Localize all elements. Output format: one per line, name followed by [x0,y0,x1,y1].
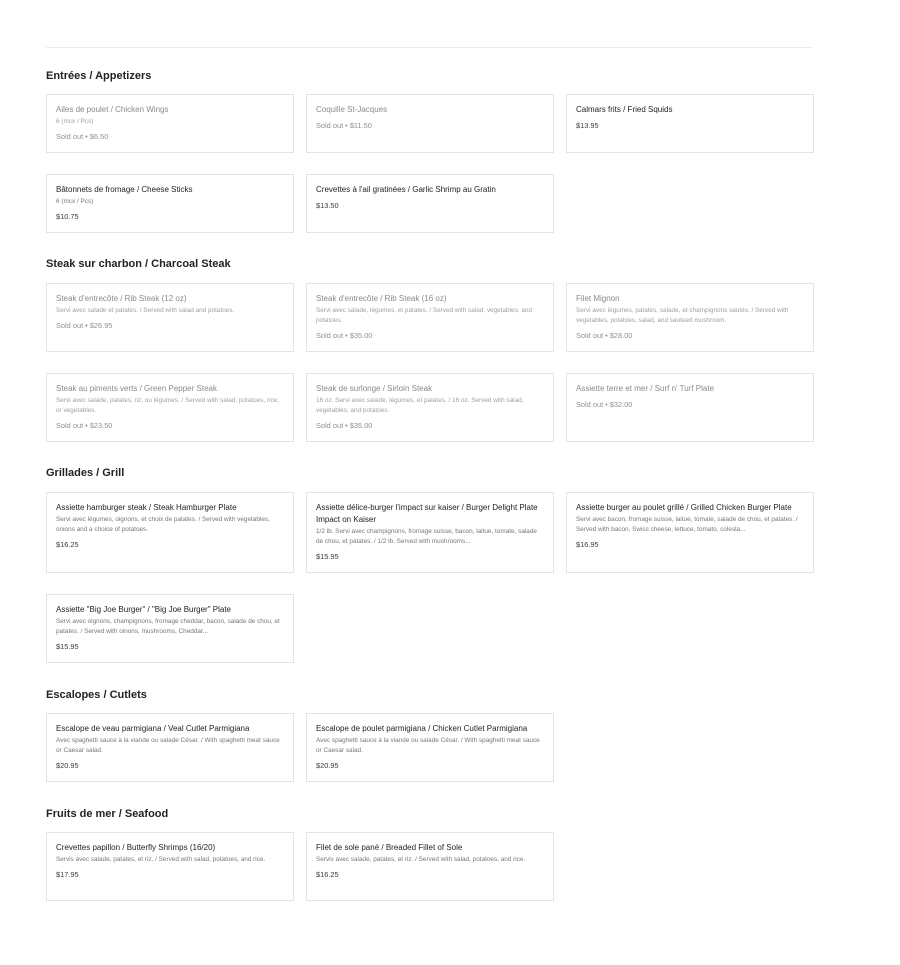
section-title-grill: Grillades / Grill [46,467,125,479]
menu-item-description: Avec spaghetti sauce à la viande ou salade César. / With spaghetti meat sauce or Caesar salad. [316,737,540,754]
menu-item-card[interactable] [46,283,294,352]
menu-item-price: $15.95 [316,552,339,561]
menu-item-name: Calmars frits / Fried Squids [576,105,673,114]
menu-item-name: Assiette délice-burger l'impact sur kaiser / Burger Delight Plate Impact on Kaiser [316,503,538,524]
menu-item-price: Sold out • $23.50 [56,421,113,430]
menu-item-name: Assiette "Big Joe Burger" / "Big Joe Burger" Plate [56,605,231,614]
menu-item-card[interactable] [306,373,554,442]
menu-item-name: Bâtonnets de fromage / Cheese Sticks [56,185,193,194]
menu-item-card[interactable] [46,713,294,782]
menu-item-description: Servi avec légumes, oignons, et choix de patates. / Served with vegetables, onions and a choice of potatoes. [56,516,270,533]
menu-item-price: Sold out • $35.00 [316,421,373,430]
menu-item-card[interactable] [306,174,554,233]
menu-item-card[interactable] [306,283,554,352]
menu-item-price: Sold out • $11.50 [316,121,372,130]
menu-item-description: Servi avec salade, légumes, et patates. / Served with salad, vegetables, and potatoes. [316,307,532,324]
menu-item-card[interactable] [46,594,294,663]
menu-item-description: 6 (mcx / Pcs) [56,198,94,205]
menu-item-card[interactable] [306,94,554,153]
menu-item-description: Servi avec salade, patates, riz, ou légumes. / Served with salad, potatoes, rice, or vegetables. [56,397,280,414]
menu-item-description: Servi avec oignons, champignons, fromage cheddar, bacon, salade de chou, et patates. / Served with oinons, mushrooms, Cheddar... [56,618,280,635]
menu-item-name: Crevettes papillon / Butterfly Shrimps (16/20) [56,843,216,852]
menu-item-name: Assiette terre et mer / Surf n' Turf Plate [576,384,715,393]
menu-item-card[interactable] [46,174,294,233]
menu-item-card[interactable] [566,492,814,573]
menu-item-name: Ailes de poulet / Chicken Wings [56,105,169,114]
menu-item-description: 6 (mcx / Pcs) [56,118,94,125]
menu-item-card[interactable] [566,373,814,442]
top-divider [46,47,813,48]
menu-item-name: Coquille St-Jacques [316,105,388,114]
menu-item-card[interactable] [566,94,814,153]
menu-item-price: $17.95 [56,870,79,879]
menu-item-name: Escalope de poulet parmigiana / Chicken Cutlet Parmigiana [316,724,528,733]
menu-item-card[interactable] [306,832,554,901]
menu-item-description: Servi avec bacon, fromage suisse, laitue, tomate, salade de chou, et patates. / Served with bacon, Swiss cheese, lettuce, tomato, colesla... [576,516,798,533]
section-title-charcoal-steak: Steak sur charbon / Charcoal Steak [46,258,231,270]
menu-item-name: Filet Mignon [576,294,620,303]
menu-item-price: $20.95 [316,761,339,770]
menu-item-name: Assiette burger au poulet grillé / Grilled Chicken Burger Plate [576,503,792,512]
menu-item-description: Servis avec salade, patates, et riz. / Served with salad, potatoes, and rice. [316,856,526,863]
menu-item-card[interactable] [306,713,554,782]
menu-item-price: $20.95 [56,761,79,770]
menu-item-price: Sold out • $6.50 [56,132,109,141]
menu-item-description: Servis avec salade, patates, et riz. / Served with salad, potatoes, and rice. [56,856,266,863]
menu-item-name: Steak d'entrecôte / Rib Steak (16 oz) [316,294,447,303]
section-title-seafood: Fruits de mer / Seafood [46,808,169,820]
menu-item-card[interactable] [306,492,554,573]
menu-item-price: $16.95 [576,540,599,549]
menu-item-name: Assiette hamburger steak / Steak Hamburger Plate [56,503,237,512]
menu-item-name: Steak d'entrecôte / Rib Steak (12 oz) [56,294,187,303]
menu-item-price: Sold out • $26.95 [56,321,113,330]
menu-item-card[interactable] [46,832,294,901]
menu-item-price: Sold out • $28.00 [576,331,633,340]
menu-item-name: Crevettes à l'ail gratinées / Garlic Shrimp au Gratin [316,185,496,194]
menu-item-card[interactable] [566,283,814,352]
menu-item-price: $13.95 [576,121,599,130]
menu-item-price: $10.75 [56,212,79,221]
menu-item-card[interactable] [46,373,294,442]
menu-item-price: $16.25 [56,540,79,549]
section-title-cutlets: Escalopes / Cutlets [46,689,147,701]
menu-item-name: Steak au piments verts / Green Pepper Steak [56,384,217,393]
menu-item-name: Escalope de veau parmigiana / Veal Cutlet Parmigiana [56,724,250,733]
menu-item-description: 1/2 lb. Servi avec champignons, fromage suisse, bacon, laitue, tomate, salade de chou, et patates. / 1/2 lb. Served with mushrooms... [316,528,537,545]
section-title-appetizers: Entrées / Appetizers [46,70,152,82]
menu-item-card[interactable] [46,492,294,573]
menu-item-description: 16 oz. Servi avec salade, légumes, et patates. / 16 oz. Served with salad, vegetables, and potatoes. [316,397,524,414]
menu-item-description: Servi avec légumes, patates, salade, et champignons sautés. / Served with vegetables, potatoes, salad, and sauteed mushroom. [576,307,789,324]
menu-item-price: Sold out • $35.00 [316,331,373,340]
menu-item-description: Avec spaghetti sauce à la viande ou salade César. / With spaghetti meat sauce or Caesar salad. [56,737,280,754]
menu-item-description: Servi avec salade et patates. / Served with salad and potatoes. [56,307,235,314]
menu-item-name: Filet de sole pané / Breaded Fillet of Sole [316,843,463,852]
menu-item-price: $13.50 [316,201,339,210]
menu-item-card[interactable] [46,94,294,153]
menu-item-price: $16.25 [316,870,339,879]
menu-item-name: Steak de surlonge / Sirloin Steak [316,384,433,393]
menu-item-price: Sold out • $32.00 [576,400,633,409]
menu-item-price: $15.95 [56,642,79,651]
